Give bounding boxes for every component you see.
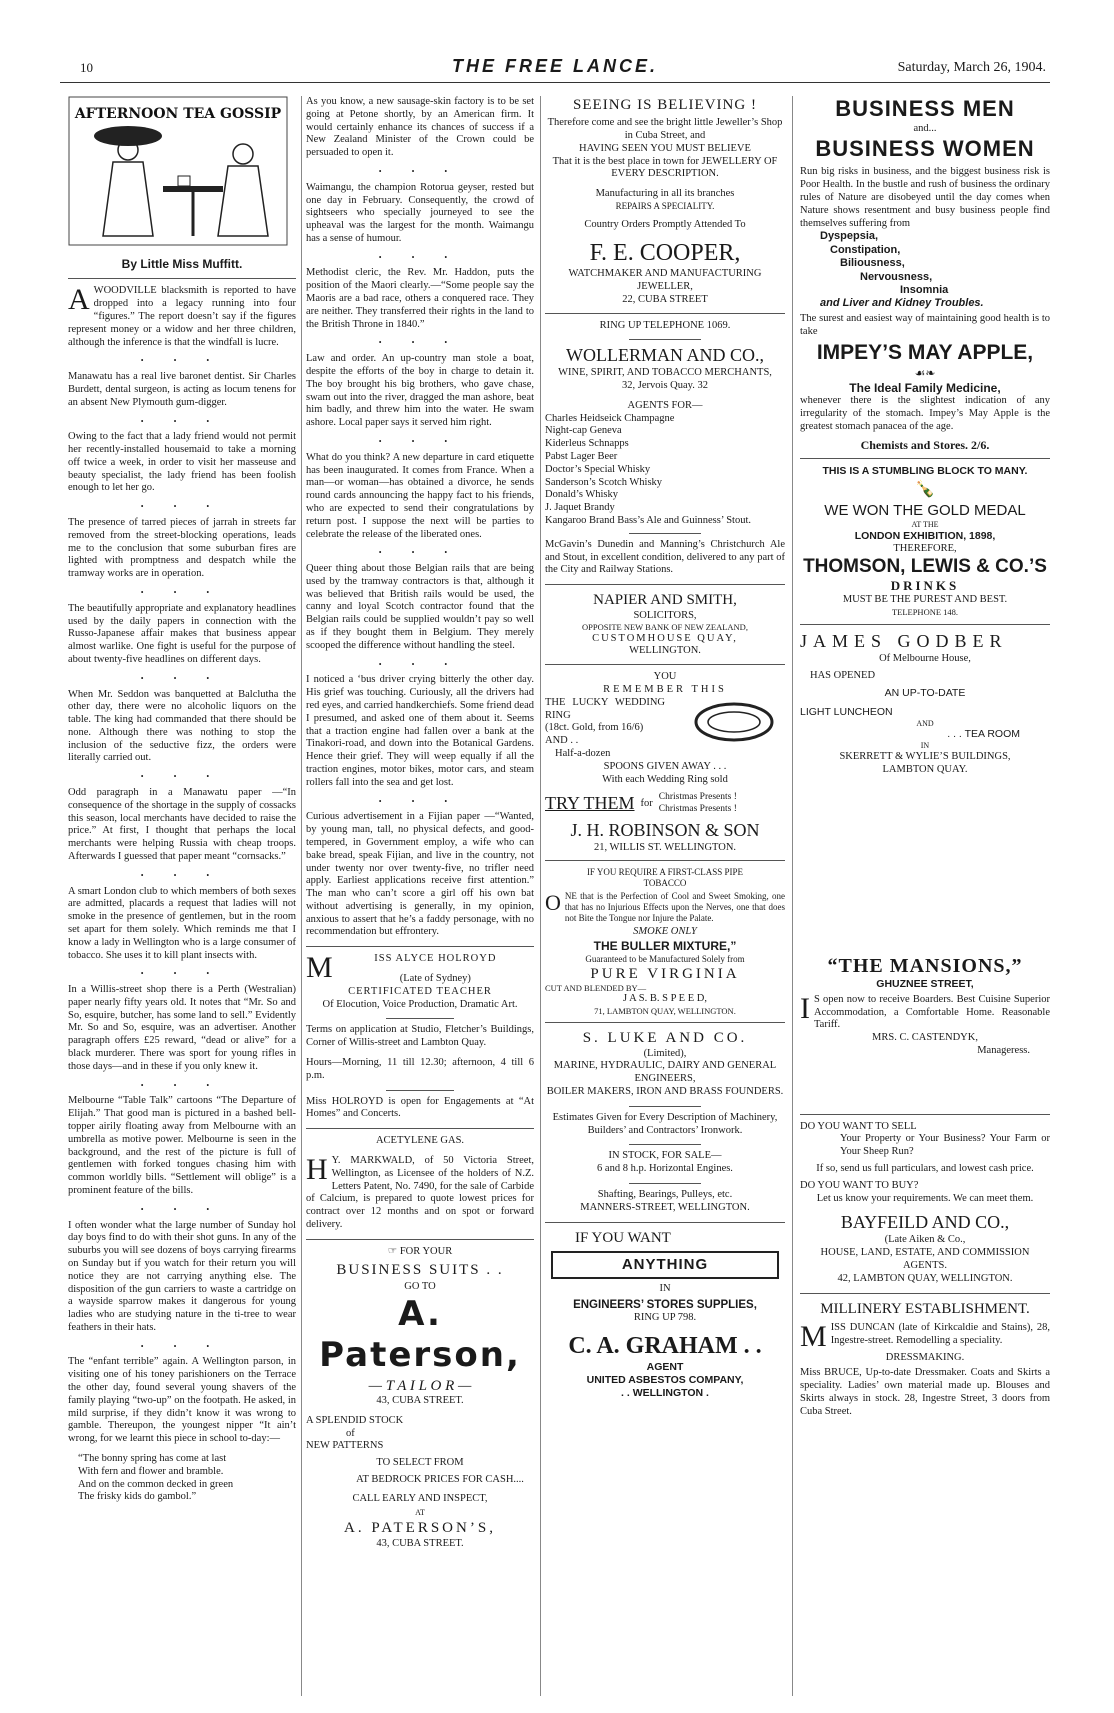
- ailment: Nervousness,: [860, 270, 933, 283]
- poem: [68, 1453, 296, 1504]
- poem-line: “The bonny spring has come at last: [78, 1453, 227, 1465]
- thomson-best: MUST BE THE PUREST AND BEST.: [842, 594, 1008, 606]
- impey-whenever: whenever there is the slightest indication of any irregularity of the stomach. Impey’s May Apple is the greatest stomach panacea of the age.: [800, 395, 1050, 432]
- drop-cap: H: [306, 1153, 328, 1187]
- separator-dots: • • •: [378, 436, 462, 446]
- paterson-call: CALL EARLY AND INSPECT,: [352, 1492, 488, 1504]
- thomson-stumbling: THIS IS A STUMBLING BLOCK TO MANY.: [822, 465, 1028, 478]
- luke-trade: MARINE, HYDRAULIC, DAIRY AND GENERAL ENGINEERS,: [553, 1060, 777, 1085]
- graham-city: . . WELLINGTON .: [621, 1386, 709, 1399]
- thomson-drinks: DRINKS: [890, 578, 960, 594]
- godber-buildings: SKERRETT & WYLIE’S BUILDINGS,: [839, 750, 1011, 762]
- paragraph: Owing to the fact that a lady friend would not permit her recently-installed housemaid to take a morning off twice a week, in order to visit her masseuse and beauty specialist, the lady friend has been foolish enough to let her go.: [68, 431, 296, 494]
- paterson-stock: A SPLENDID STOCK: [306, 1414, 404, 1426]
- thomson-at: AT THE: [911, 519, 939, 529]
- impey-name: IMPEY’S MAY APPLE,: [816, 341, 1034, 365]
- robinson-half: Half-a-dozen: [555, 748, 611, 760]
- thomson-tel: TELEPHONE 148.: [891, 607, 959, 618]
- paragraph: In a Willis-street shop there is a Perth (Westralian) paper nearly fifty years old. It notes that “Mr. So and So, esquire, butcher, has some land to sell.” Evidently Mr. So and So, esquire, was an advertiser. Another paragraph offers £25 reward, “dead or alive” for a black murderer. There was sport for young rifles in those days—and in these if you only knew it.: [68, 984, 296, 1072]
- list-item: Kangaroo Brand Bass’s Ale and Guinness’ Stout.: [545, 515, 751, 527]
- robinson-spoons: SPOONS GIVEN AWAY . . .: [603, 760, 727, 772]
- robinson-address: 21, WILLIS ST. WELLINGTON.: [593, 841, 737, 853]
- godber-quay: LAMBTON QUAY.: [882, 763, 968, 775]
- paragraph: I often wonder what the large number of Sunday hol day boys find to do with their shot guns. In any of the suburbs you will see dozens of boys carrying firearms on Sunday but if you watch for their return you will notice they are not carrying anything else. The disposition of the gun carriers to waste a cartridge on a wayside sparrow makes it dangerous for young ladies who are studying nature in the ti-tree to wear feathers in their hats.: [68, 1219, 296, 1333]
- robinson-try: TRY THEM: [545, 793, 635, 814]
- seeing-line: That it is the best place in town for JEWELLERY OF EVERY DESCRIPTION.: [552, 155, 778, 180]
- divider: [545, 860, 785, 861]
- luke-engines: 6 and 8 h.p. Horizontal Engines.: [597, 1163, 733, 1175]
- napier-opposite: OPPOSITE NEW BANK OF NEW ZEALAND,: [582, 622, 748, 633]
- masthead: [60, 52, 1050, 83]
- paterson-patterns: NEW PATTERNS: [306, 1440, 384, 1452]
- divider: [306, 1128, 534, 1129]
- holroyd-terms: Terms on application at Studio, Fletcher’s Buildings, Corner of Willis-street and Lambton Quay.: [306, 1024, 534, 1049]
- bayfeild-late: (Late Aiken & Co.,: [884, 1234, 966, 1246]
- illustration-caption: AFTERNOON TEA GOSSIP: [74, 106, 282, 122]
- paragraph: The “enfant terrible” again. A Wellington parson, in visiting one of his toney parishioners on the Terrace the other day, found several young shavers of the family playing “two-up” on the footpath. He asked, in mild surprise, if they didn’t know it was wrong to gamble. Thereupon, the youngest nipper “It ain’t wrong, for we learnt this piece in school to-day:—: [68, 1356, 296, 1445]
- cooper-name: F. E. COOPER,: [589, 239, 741, 266]
- seeing-country: Country Orders Promptly Attended To: [584, 219, 746, 231]
- impey-ailments: [800, 230, 1050, 310]
- graham-name: C. A. GRAHAM . .: [568, 1332, 762, 1359]
- graham-company: UNITED ASBESTOS COMPANY,: [586, 1373, 744, 1386]
- godber-in: IN: [920, 741, 930, 751]
- separator-dots: • • •: [140, 1204, 224, 1214]
- godber-and: AND: [916, 718, 934, 728]
- divider: [386, 1018, 454, 1019]
- paragraph: The presence of tarred pieces of jarrah in streets far removed from the street-blocking operations, leads me to the conclusion that some suburban fires are lighted with promptness and despatch while the tramway works are in operation.: [68, 517, 296, 580]
- luke-builders: Builders’ and Contractors’ Ironwork.: [587, 1124, 743, 1136]
- thomson-exhibition: LONDON EXHIBITION, 1898,: [854, 529, 996, 542]
- mansions-street: GHUZNEE STREET,: [876, 977, 974, 990]
- pointing-hand-icon: ☞ FOR YOUR: [387, 1245, 453, 1257]
- separator-dots: • • •: [378, 548, 462, 558]
- bayfeild-sell: DO YOU WANT TO SELL: [800, 1120, 917, 1132]
- bayfeild-buy: DO YOU WANT TO BUY?: [800, 1179, 919, 1191]
- robinson-remember: REMEMBER THIS: [603, 684, 727, 696]
- separator-dots: • • •: [140, 1080, 224, 1090]
- divider: [68, 278, 296, 279]
- godber-opened: HAS OPENED: [810, 670, 876, 682]
- godber-uptodate: AN UP-TO-DATE: [884, 687, 966, 700]
- divider: [545, 1022, 785, 1023]
- robinson-name: J. H. ROBINSON & SON: [570, 819, 760, 840]
- thomson-name: THOMSON, LEWIS & CO.’S: [803, 556, 1047, 578]
- luke-address: MANNERS-STREET, WELLINGTON.: [580, 1201, 750, 1213]
- graham-in: IN: [659, 1283, 671, 1295]
- wollerman-ad: [545, 320, 785, 578]
- thomson-therefore: THEREFORE,: [893, 542, 957, 554]
- separator-dots: • • •: [378, 796, 462, 806]
- paragraph: Waimangu, the champion Rotorua geyser, rested but one day in February. Consequently, the crowd of sightseers who specially journeyed to see the upheaval was the largest for the month. Waimangu has a sense of humour.: [306, 181, 534, 244]
- bayfeild-meet: Let us know your requirements. We can meet them.: [816, 1192, 1034, 1204]
- separator-dots: • • •: [140, 416, 224, 426]
- paterson-ad: [306, 1246, 534, 1551]
- wollerman-address: 32, Jervois Quay. 32: [622, 380, 708, 392]
- holroyd-name: M ISS ALYCE HOLROYD: [306, 951, 497, 985]
- godber-name: JAMES GODBER: [800, 631, 1008, 652]
- wollerman-agents: AGENTS FOR—: [627, 399, 703, 411]
- buller-guaranteed: Guaranteed to be Manufactured Solely from: [585, 953, 745, 964]
- impey-body: Run big risks in business, and the biggest business risk is Poor Health. In the bustle and rush of business the ordinary rules of Nature are disobeyed until the day comes when Nature shows resentment and busy business people find themselves suffering from: [800, 166, 1050, 229]
- graham-ring: RING UP 798.: [633, 1312, 697, 1324]
- divider: [306, 946, 534, 947]
- separator-dots: • • •: [140, 969, 224, 979]
- paterson-tailor: — T A I L O R —: [368, 1377, 472, 1394]
- seeing-body: Therefore come and see the bright little Jeweller’s Shop in Cuba Street, and: [547, 117, 783, 142]
- bayfeild-send: If so, send us full particulars, and lowest cash price.: [816, 1163, 1034, 1175]
- seeing-heading: SEEING IS BELIEVING !: [573, 97, 757, 113]
- poem-line: And on the common decked in green: [78, 1478, 234, 1490]
- impey-ideal: The Ideal Family Medicine,: [849, 380, 1001, 395]
- divider: [629, 1144, 701, 1145]
- robinson-you: YOU: [653, 671, 677, 683]
- acetylene-heading: ACETYLENE GAS.: [375, 1135, 465, 1147]
- drop-cap: I: [800, 991, 810, 1025]
- luke-name: S. LUKE AND CO.: [582, 1030, 748, 1047]
- robinson-try-row: [545, 792, 785, 815]
- millinery-dress: DRESSMAKING.: [885, 1351, 965, 1363]
- wollerman-list: [545, 413, 785, 528]
- ailment: Insomnia: [900, 284, 949, 297]
- graham-if: IF YOU WANT: [575, 1229, 671, 1246]
- list-item: Pabst Lager Beer: [545, 451, 618, 463]
- paragraph: What do you think? A new departure in card etiquette has been inaugurated. It comes from France. When a man—or woman—has obtained a divorce, he sends round cards announcing the happy fact to his friends, who are expected to send their congratulations by return post. I suppose the next will be parties to celebrate the release of the liberated ones.: [306, 451, 534, 540]
- list-item: Charles Heidseick Champagne: [545, 412, 675, 424]
- thomson-won: WE WON THE GOLD MEDAL: [824, 501, 1026, 519]
- graham-ad: [545, 1229, 785, 1400]
- paterson-of: of: [346, 1427, 355, 1439]
- buller-address: 71, LAMBTON QUAY, WELLINGTON.: [594, 1006, 736, 1017]
- poem-line: The frisky kids do gambol.”: [78, 1491, 197, 1503]
- buller-ad: [545, 867, 785, 1016]
- list-item: Donald’s Whisky: [545, 489, 619, 501]
- paragraph: I noticed a ‘bus driver crying bitterly the other day. His grief was touching. Curiously, all the drivers had red eyes, and carried handkerchiefs. Some friend dead I presumed, and asked one of them about it. Seems that a traction engine had fallen over a bank at the Tinakori-road, and down into the Botanical Gardens. Hence their grief. They will weep equally if all the traction engines, motor bikes, motor cars, and steam rollers fall into the sea and get lost.: [306, 674, 534, 788]
- millinery-ad: [800, 1300, 1050, 1419]
- poem-line: With fern and flower and bramble.: [78, 1465, 224, 1477]
- mansions-role: Manageress.: [977, 1044, 1030, 1056]
- paragraph: As you know, a new sausage-skin factory is to be set going at Petone shortly, by an American firm. It would certainly enhance its chances of success if a New Zealand Minister of the Crown could be persuaded to open it.: [306, 96, 534, 159]
- column-rule: [540, 96, 541, 1696]
- thomson-ad: [800, 465, 1050, 617]
- paragraph: Methodist cleric, the Rev. Mr. Haddon, puts the position of the Maori clearly.—“Some people say the Maoris are a bad race, others a conquered race. They are neither. They transferred their rights in the land to the British Throne in 1840.”: [306, 267, 534, 330]
- millinery-body: MISS DUNCAN (late of Kirkcaldie and Stains), 28, Ingestre-street. Remodelling a speciality.: [800, 1319, 1050, 1353]
- separator-dots: • • •: [140, 673, 224, 683]
- divider: [545, 1222, 785, 1223]
- blank-space: [800, 784, 1050, 954]
- page-number: 10: [80, 60, 93, 75]
- ailment: Dyspepsia,: [820, 230, 879, 243]
- separator-dots: • • •: [140, 502, 224, 512]
- luke-limited: (Limited),: [643, 1047, 687, 1059]
- holroyd-hours: Hours—Morning, 11 till 12.30; afternoon, 4 till 6 p.m.: [306, 1057, 534, 1081]
- luke-shafting: Shafting, Bearings, Pulleys, etc.: [597, 1189, 733, 1201]
- paterson-select: TO SELECT FROM: [376, 1457, 464, 1469]
- graham-stores: ENGINEERS’ STORES SUPPLIES,: [573, 1299, 757, 1312]
- paterson-name-2: A. PATERSON’S,: [344, 1520, 496, 1537]
- mansions-proprietress: MRS. C. CASTENDYK,: [872, 1032, 978, 1044]
- holroyd-engagements: Miss HOLROYD is open for Engagements at “At Homes” and Concerts.: [306, 1095, 534, 1120]
- paragraph: A smart London club to which members of both sexes are admitted, placards a request that ladies will not smoke in the presence of gentlemen, but in the room set apart for them solely. Which reminds me that I know a lady in Wellington who is a large consumer of tobacco. She uses it to kill plant insects with.: [68, 885, 296, 961]
- impey-ad: [800, 96, 1050, 452]
- robinson-and: AND . .: [545, 735, 579, 747]
- godber-ad: [800, 631, 1050, 776]
- napier-ad: [545, 591, 785, 658]
- column-1: [68, 96, 296, 1504]
- buller-body: ONE that is the Perfection of Cool and Sweet Smoking, one that has no Injurious Effects upon the Nerves, one that does not Bite the Tongue nor Injure the Palate.: [545, 890, 785, 924]
- separator-dots: • • •: [140, 1341, 224, 1351]
- divider: [545, 584, 785, 585]
- separator-dots: • • •: [140, 588, 224, 598]
- gossip-illustration: [68, 96, 288, 246]
- robinson-with: With each Wedding Ring sold: [602, 773, 728, 785]
- napier-name: NAPIER AND SMITH,: [593, 592, 737, 609]
- separator-dots: • • •: [378, 659, 462, 669]
- divider: [545, 664, 785, 665]
- luke-trade-2: BOILER MAKERS, IRON AND BRASS FOUNDERS.: [546, 1086, 784, 1098]
- separator-dots: • • •: [140, 356, 224, 366]
- luke-ad: [545, 1029, 785, 1214]
- divider: [800, 1114, 1050, 1115]
- paragraph: The beautifully appropriate and explanatory headlines used by the daily papers in connection with the Russo-Japanese affair makes that business appear almost warlike. One fight is useful for the purpose of about twenty-five headlines on different days.: [68, 602, 296, 665]
- drop-cap: M: [306, 951, 333, 985]
- robinson-for: for: [640, 797, 653, 809]
- drop-cap: A: [68, 283, 90, 317]
- holroyd-sub: (Late of Sydney): [399, 973, 471, 985]
- wollerman-trade: WINE, SPIRIT, AND TOBACCO MERCHANTS,: [558, 367, 772, 379]
- godber-tea: . . . TEA ROOM: [947, 728, 1020, 741]
- holroyd-title: CERTIFICATED TEACHER: [348, 985, 492, 997]
- list-item: Sanderson’s Scotch Whisky: [545, 476, 663, 488]
- graham-anything: ANYTHING: [551, 1251, 779, 1279]
- mansions-ad: [800, 954, 1050, 1058]
- paterson-address-2: 43, CUBA STREET.: [376, 1537, 464, 1549]
- drop-cap: O: [545, 890, 561, 916]
- impey-chemists: Chemists and Stores. 2/6.: [860, 437, 990, 452]
- divider: [545, 313, 785, 314]
- paragraph: Manawatu has a real live baronet dentist. Sir Charles Burdett, dental surgeon, is acting as locum tenens for an absent New Plymouth gum-digger.: [68, 371, 296, 408]
- list-item: Kiderleus Schnapps: [545, 438, 629, 450]
- graham-agent: AGENT: [646, 1361, 684, 1374]
- acetylene-body: H Y. MARKWALD, of 50 Victoria Street, Wellington, as Licensee of the holders of N.Z. Letters Patent, No. 7490, for the sale of Carbide of Calcium, is prepared to quote lowest prices for contract over 12 months and on spot or forward delivery.: [306, 1153, 534, 1231]
- holroyd-ad: [306, 953, 534, 1121]
- robinson-xmas: Christmas Presents ! Christmas Presents !: [658, 792, 737, 814]
- drop-cap: M: [800, 1319, 827, 1353]
- divider: [800, 624, 1050, 625]
- buller-pure: PURE VIRGINIA: [590, 965, 740, 982]
- ailment: Biliousness,: [840, 257, 905, 270]
- separator-dots: • • •: [140, 772, 224, 782]
- paterson-at: AT: [415, 1507, 425, 1517]
- list-item: Night-cap Geneva: [545, 425, 622, 437]
- buller-tobacco: TOBACCO: [643, 878, 687, 889]
- divider: [306, 1239, 534, 1240]
- paragraph: Odd paragraph in a Manawatu paper —“In consequence of the shortage in the supply of cossacks this season, local merchants have decided to raise the price.” At first, I thought that perhaps the local merchants were helping Russia with cheap troops. Afterwards I guessed that paper meant “cornsacks.”: [68, 787, 296, 863]
- robinson-price: (18ct. Gold, from 16/6): [545, 722, 644, 734]
- impey-and: and...: [913, 122, 937, 134]
- cooper-trade: WATCHMAKER AND MANUFACTURING JEWELLER,: [568, 268, 762, 292]
- luke-stock: IN STOCK, FOR SALE—: [608, 1150, 722, 1162]
- column-rule: [792, 96, 793, 1696]
- seeing-manuf: Manufacturing in all its branches: [595, 188, 735, 200]
- ailment: and Liver and Kidney Troubles.: [820, 297, 984, 310]
- impey-cure: The surest and easiest way of maintaining good health is to take: [800, 312, 1050, 337]
- divider: [800, 458, 1050, 459]
- divider: [386, 1090, 454, 1091]
- mansions-body: I S open now to receive Boarders. Best Cuisine Superior Accommodation, a Comfortable Home. Reasonable Tariff.: [800, 991, 1050, 1031]
- robinson-lucky: THE LUCKY WEDDING RING: [545, 696, 665, 721]
- napier-city: WELLINGTON.: [629, 645, 701, 657]
- impey-ornament: ☙❧: [914, 366, 936, 381]
- acetylene-ad: [306, 1135, 534, 1232]
- mansions-name: “THE MANSIONS,”: [827, 954, 1023, 977]
- buller-cut: CUT AND BLENDED BY—: [545, 982, 647, 993]
- column-4: [800, 96, 1050, 1425]
- holroyd-subjects: Of Elocution, Voice Production, Dramatic Art.: [322, 998, 518, 1010]
- impey-men: BUSINESS MEN: [835, 96, 1015, 121]
- luke-estimates: Estimates Given for Every Description of Machinery,: [552, 1111, 778, 1123]
- paragraph: Queer thing about those Belgian rails that are being used by the tramway contractors is that, although it was believed that British rails would be used, the canny and loyal Scotch contractor found that the Belgian rails could be supplied wouldn’t pay so well as if they bought them in Belgium. They merely scooped the difference without handling the steel.: [306, 563, 534, 651]
- seeing-repairs: REPAIRS A SPECIALITY.: [615, 201, 715, 212]
- cooper-ad: [545, 96, 785, 307]
- wollerman-note: McGavin’s Dunedin and Manning’s Christchurch Ale and Stout, in excellent condition, delivered to any part of the City and Railway Stations.: [545, 538, 785, 576]
- divider: [629, 1106, 701, 1107]
- paterson-suits: BUSINESS SUITS . .: [336, 1261, 504, 1278]
- separator-dots: • • •: [378, 252, 462, 262]
- seeing-sub: HAVING SEEN YOU MUST BELIEVE: [579, 142, 751, 154]
- napier-street: CUSTOMHOUSE QUAY,: [592, 632, 738, 644]
- blank-space: [800, 1058, 1050, 1108]
- paterson-address: 43, CUBA STREET.: [376, 1394, 464, 1406]
- divider: [629, 1183, 701, 1184]
- bayfeild-trade: HOUSE, LAND, ESTATE, AND COMMISSION AGENTS.: [820, 1247, 1030, 1272]
- paragraph: Law and order. An up-country man stole a boat, despite the efforts of the boy in charge to detain it. The boy brought his big brothers, who gave chase, swam out into the river, dragged the man ashore, beat him badly, and threw him into the water. He swam ashore. Local paper says it served him right.: [306, 353, 534, 429]
- byline: By Little Miss Muffitt.: [121, 256, 243, 271]
- godber-luncheon: LIGHT LUNCHEON: [800, 705, 893, 718]
- wollerman-name: WOLLERMAN AND CO.,: [566, 345, 764, 366]
- bayfeild-name: BAYFEILD AND CO.,: [840, 1212, 1010, 1233]
- list-item: J. Jaquet Brandy: [545, 502, 615, 514]
- paragraph: When Mr. Seddon was banquetted at Balclutha the other day, there were no alcoholic liquors on the table. The king had commanded that there should be none. Although there was nothing to stop the inclusion of the seductive fizz, the orders were literally carried out.: [68, 688, 296, 764]
- column-3: [545, 96, 785, 1400]
- godber-house: Of Melbourne House,: [879, 653, 971, 665]
- napier-role: SOLICITORS,: [633, 609, 697, 621]
- paragraph: Melbourne “Table Talk” cartoons “The Departure of Elijah.” That good man is pictured in a bashed bell-topper airily floating away from Melbourne with an umbrella as motive power. Melbourne is seen in the background, and the rest of the picture is full of gentlemen with forked tongues chasing him with common worldly bills. “Settlement will oblige” is a prominent feature of the bills.: [68, 1095, 296, 1196]
- bayfeild-address: 42, LAMBTON QUAY, WELLINGTON.: [837, 1272, 1013, 1284]
- buller-smoke: SMOKE ONLY: [633, 926, 697, 938]
- column-2: [306, 96, 534, 1557]
- paragraph: Curious advertisement in a Fijian paper —“Wanted, by young man, tall, no physical defects, and good-tempered, in Government employ, a wife who can bake bread, speak Fijian, and live in the country, not under twenty nor over twenty-five, no trifler need apply. Earliest applications receive first attention.” The man who can’t score a girl off his own bat without advertising is generally, in my opinion, anxious to assert that he’s a faddy personage, with no recommendation but effrontery.: [306, 811, 534, 938]
- paterson-prices: AT BEDROCK PRICES FOR CASH....: [356, 1473, 524, 1485]
- bayfeild-ad: [800, 1121, 1050, 1286]
- paterson-name: A. Paterson,: [319, 1293, 521, 1376]
- list-item: Doctor’s Special Whisky: [545, 463, 651, 475]
- ailment: Constipation,: [830, 243, 901, 256]
- buller-speed: J A S. B. S P E E D,: [623, 993, 707, 1005]
- buller-name: THE BULLER MIXTURE,”: [593, 938, 737, 953]
- millinery-bruce: Miss BRUCE, Up-to-date Dressmaker. Coats and Skirts a speciality. Ladies’ own material made up. Blouses and Skirts always in stock. 28, Ingestre Street, 3 doors from Cuba Street.: [800, 1367, 1050, 1417]
- bottle-icon: 🍾: [915, 481, 935, 499]
- paper-title: THE FREE LANCE.: [451, 56, 658, 76]
- cooper-address: 22, CUBA STREET: [622, 293, 708, 305]
- buller-pipe: IF YOU REQUIRE A FIRST-CLASS PIPE: [586, 867, 744, 878]
- paragraph: AWOODVILLE blacksmith is reported to have dropped into a legacy running into four “figures.” The report doesn’t say if the figures represent money or a widow and her three children, although the inference is that the windfall is lucre.: [68, 283, 296, 348]
- wedding-ring-illustration: [693, 699, 775, 745]
- divider: [800, 1293, 1050, 1294]
- separator-dots: • • •: [140, 870, 224, 880]
- separator-dots: • • •: [378, 166, 462, 176]
- impey-women: BUSINESS WOMEN: [815, 135, 1035, 161]
- issue-date: Saturday, March 26, 1904.: [897, 60, 1046, 75]
- column-rule: [301, 96, 302, 1696]
- millinery-heading: MILLINERY ESTABLISHMENT.: [820, 1300, 1030, 1317]
- separator-dots: • • •: [378, 338, 462, 348]
- wollerman-ring: RING UP TELEPHONE 1069.: [599, 319, 731, 331]
- divider: [629, 533, 701, 534]
- robinson-ad: [545, 671, 785, 854]
- paterson-go-to: GO TO: [404, 1280, 436, 1292]
- bayfeild-property: Your Property or Your Business? Your Farm or Your Sheep Run?: [840, 1133, 1050, 1158]
- divider: [629, 339, 701, 340]
